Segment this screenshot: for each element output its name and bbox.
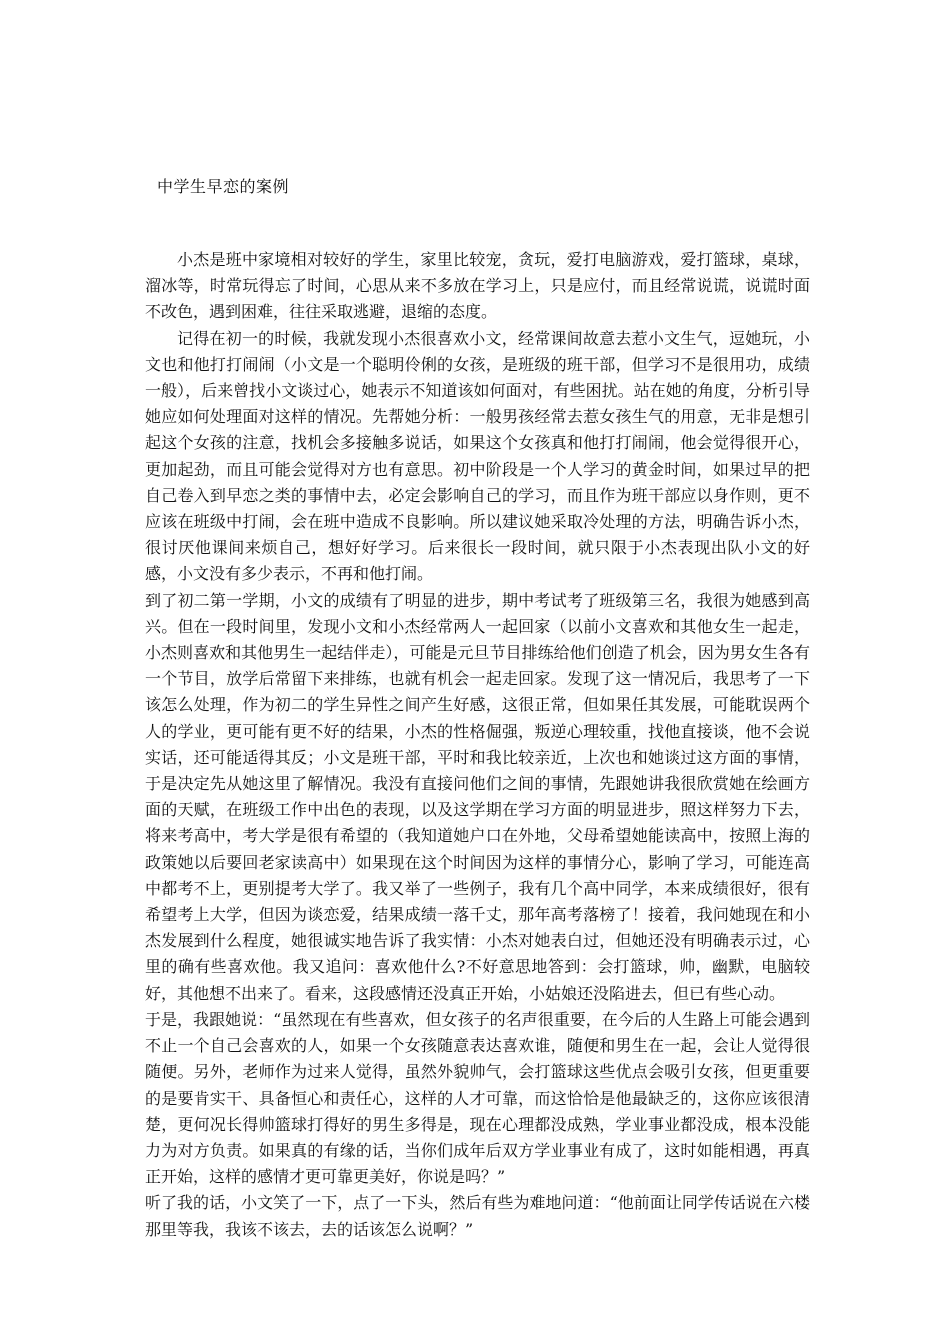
paragraph-4: 于是，我跟她说：“虽然现在有些喜欢，但女孩子的名声很重要，在今后的人生路上可能会遇到不止一个自己会喜欢的人，如果一个女孩随意表达喜欢谁，随便和男生在一起，会让人觉得很随便。另外，老师作为过来人觉得，虽然外貌帅气，会打篮球这些优点会吸引女孩，但更重要的是要肯实干、具备恒心和责任心，这样的人才可靠，而这恰恰是他最缺乏的，这你应该很清楚，更何况长得帅篮球打得好的男生多得是，现在心理都没成熟，学业事业都没成，根本没能力为对方负责。如果真的有缘的话，当你们成年后双方学业事业有成了，这时如能相遇，再真正开始，这样的感情才更可靠更美好，你说是吗？” [145, 1009, 810, 1187]
paragraph-1: 小杰是班中家境相对较好的学生，家里比较宠，贪玩，爱打电脑游戏，爱打篮球，桌球，溜冰等，时常玩得忘了时间，心思从来不多放在学习上，只是应付，而且经常说谎，说谎时面不改色，遇到困难，往往采取逃避，退缩的态度。 [145, 250, 810, 322]
document-title: 中学生早恋的案例 [157, 177, 290, 196]
document-body [145, 247, 810, 1243]
paragraph-2: 记得在初一的时候，我就发现小杰很喜欢小文，经常课间故意去惹小文生气，逗她玩，小文也和他打打闹闹（小文是一个聪明伶俐的女孩，是班级的班干部，但学习不是很用功，成绩一般），后来曾找小文谈过心，她表示不知道该如何面对，有些困扰。站在她的角度，分析引导她应如何处理面对这样的情况。先帮她分析：一般男孩经常去惹女孩生气的用意，无非是想引起这个女孩的注意，找机会多接触多说话，如果这个女孩真和他打打闹闹，他会觉得很开心，更加起劲，而且可能会觉得对方也有意思。初中阶段是一个人学习的黄金时间，如果过早的把自己卷入到早恋之类的事情中去，必定会影响自己的学习，而且作为班干部应以身作则，更不应该在班级中打闹，会在班中造成不良影响。所以建议她采取冷处理的方法，明确告诉小杰，很讨厌他课间来烦自己，想好好学习。后来很长一段时间，就只限于小杰表现出队小文的好感，小文没有多少表示，不再和他打闹。 [145, 328, 810, 584]
paragraph-3: 到了初二第一学期，小文的成绩有了明显的进步，期中考试考了班级第三名，我很为她感到高兴。但在一段时间里，发现小文和小杰经常两人一起回家（以前小文喜欢和其他女生一起走，小杰则喜欢和其他男生一起结伴走），可能是元旦节目排练给他们创造了机会，因为男女生各有一个节目，放学后常留下来排练，也就有机会一起走回家。发现了这一情况后，我思考了一下该怎么处理，作为初二的学生异性之间产生好感，这很正常，但如果任其发展，可能耽误两个人的学业，更可能有更不好的结果，小杰的性格倔强，叛逆心理较重，找他直接谈，他不会说实话，还可能适得其反；小文是班干部，平时和我比较亲近，上次也和她谈过这方面的事情，于是决定先从她这里了解情况。我没有直接问他们之间的事情，先跟她讲我很欣赏她在绘画方面的天赋，在班级工作中出色的表现，以及这学期在学习方面的明显进步，照这样努力下去，将来考高中，考大学是很有希望的（我知道她户口在外地，父母希望她能读高中，按照上海的政策她以后要回老家读高中）如果现在这个时间因为这样的事情分心，影响了学习，可能连高中都考不上，更别提考大学了。我又举了一些例子，我有几个高中同学，本来成绩很好，很有希望考上大学，但因为谈恋爱，结果成绩一落千丈，那年高考落榜了！接着，我问她现在和小杰发展到什么程度，她很诚实地告诉了我实情：小杰对她表白过，但她还没有明确表示过，心里的确有些喜欢他。我又追问：喜欢他什么?不好意思地答到：会打篮球，帅，幽默，电脑较好，其他想不出来了。看来，这段感情还没真正开始，小姑娘还没陷进去，但已有些心动。 [145, 590, 810, 1003]
paragraph-5: 听了我的话，小文笑了一下，点了一下头，然后有些为难地问道：“他前面让同学传话说在六楼那里等我，我该不该去，去的话该怎么说啊？” [145, 1193, 810, 1239]
